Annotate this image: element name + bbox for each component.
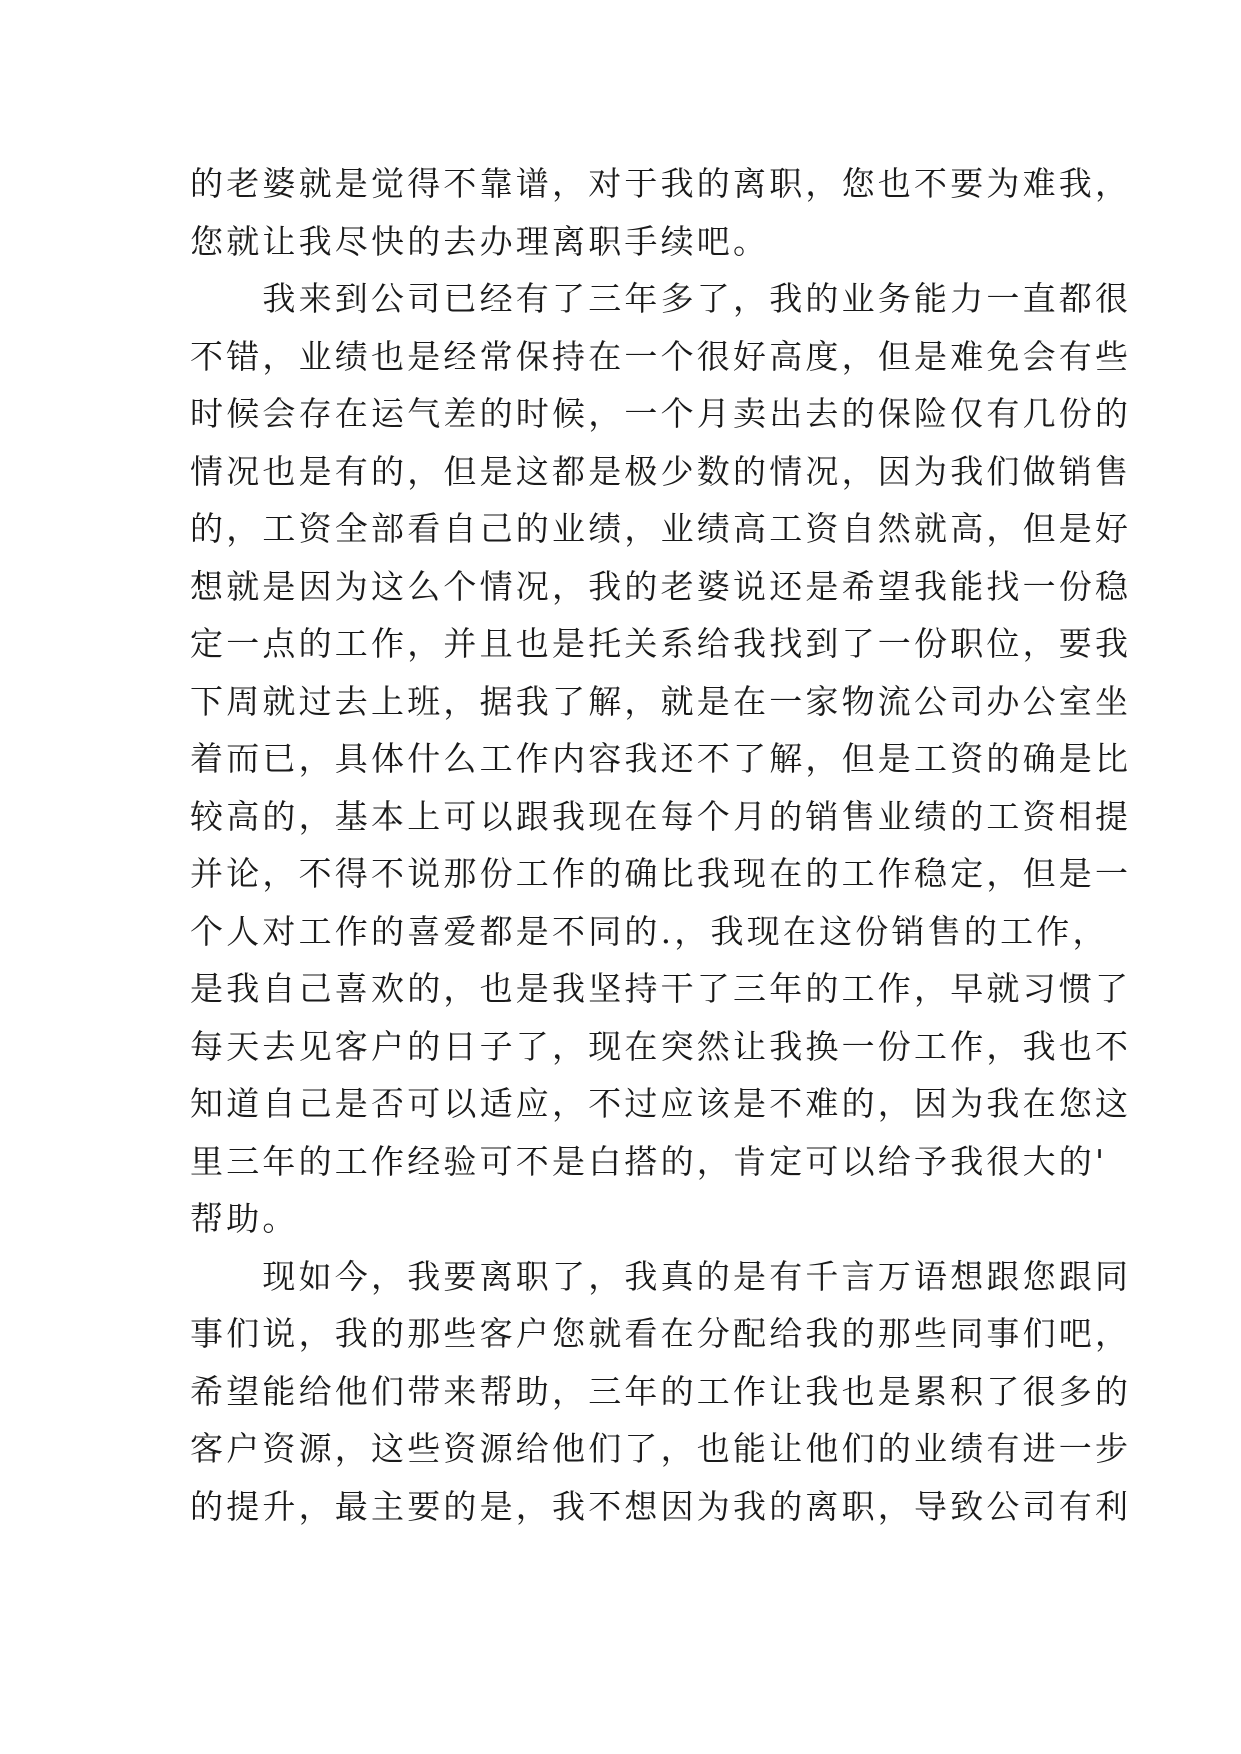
text-line: 我来到公司已经有了三年多了，我的业务能力一直都很 [190,279,1132,318]
text-line: 的，工资全部看自己的业绩，业绩高工资自然就高，但是好 [190,509,1132,548]
text-line: 现如今，我要离职了，我真的是有千言万语想跟您跟同 [190,1256,1132,1296]
text-line: 您就让我尽快的去办理离职手续吧。 [190,221,770,261]
text-line: 不错，业绩也是经常保持在一个很好高度，但是难免会有些 [190,336,1132,376]
text-line: 的提升，最主要的是，我不想因为我的离职，导致公司有利 [190,1486,1132,1526]
text-line: 帮助。 [190,1199,299,1238]
text-line: 里三年的工作经验可不是白搭的，肯定可以给予我很大的' [190,1141,1108,1181]
text-line: 的老婆就是觉得不靠谱，对于我的离职，您也不要为难我， [190,164,1132,203]
text-line: 是我自己喜欢的，也是我坚持干了三年的工作，早就习惯了 [190,969,1132,1008]
body-text [190,155,1132,1535]
text-line: 定一点的工作，并且也是托关系给我找到了一份职位，要我 [190,624,1132,663]
text-line: 个人对工作的喜爱都是不同的.，我现在这份销售的工作， [190,911,1109,951]
text-line: 客户资源，这些资源给他们了，也能让他们的业绩有进一步 [190,1429,1132,1468]
text-line: 想就是因为这么个情况，我的老婆说还是希望我能找一份稳 [190,566,1132,606]
text-line: 下周就过去上班，据我了解，就是在一家物流公司办公室坐 [190,681,1132,721]
text-line: 着而已，具体什么工作内容我还不了解，但是工资的确是比 [190,739,1132,778]
text-line: 较高的，基本上可以跟我现在每个月的销售业绩的工资相提 [190,796,1132,836]
text-line: 希望能给他们带来帮助，三年的工作让我也是累积了很多的 [190,1371,1132,1411]
text-line: 每天去见客户的日子了，现在突然让我换一份工作，我也不 [190,1026,1132,1066]
text-line: 事们说，我的那些客户您就看在分配给我的那些同事们吧， [190,1314,1132,1353]
text-line: 并论，不得不说那份工作的确比我现在的工作稳定，但是一 [190,854,1132,893]
text-line: 情况也是有的，但是这都是极少数的情况，因为我们做销售 [190,451,1132,491]
text-line: 知道自己是否可以适应，不过应该是不难的，因为我在您这 [190,1084,1132,1123]
text-line: 时候会存在运气差的时候，一个月卖出去的保险仅有几份的 [190,394,1132,433]
